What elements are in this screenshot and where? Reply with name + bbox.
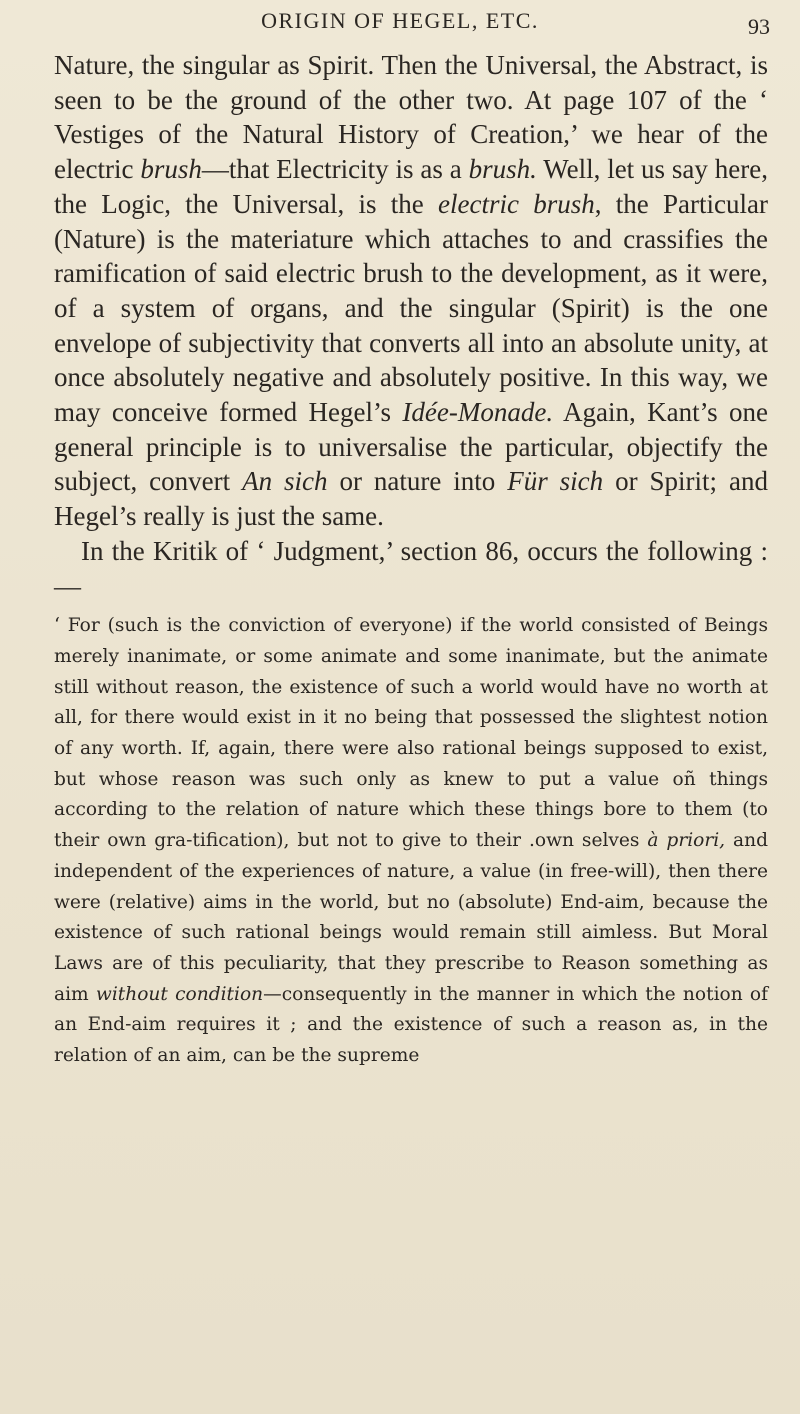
text-run: , the Particular (Nature) is the materiature which attaches to and crassifies the ramification of said electric brush to the development, as it were, of a system of organs, and the singular (Spirit) is the one envelope of subjectivity that converts all into an absolute unity, at once absolutely negative and absolutely positive. In this way, we may conceive formed Hegel’s [54,188,768,428]
text-run: Nature, the singular as Spirit. Then the Universal, the Abstract, is seen to be the ground of the other two. At page 107 of the ‘ Vestiges of the Natural History of Creation,’ we hear of the electric [54,50,768,185]
text-run: or nature into [327,466,508,497]
main-text [54,48,768,603]
running-head [0,4,800,38]
running-title: ORIGIN OF HEGEL, ETC. [261,8,539,33]
text-run: Well, let us say here, the Logic, the Universal, is the [54,154,769,219]
text-run: or Spirit; and Hegel’s really is just the same. [54,466,768,532]
page-number: 93 [748,14,770,39]
paragraph-kritik-intro: In the Kritik of ‘ Judgment,’ section 86, occurs the following :— [54,535,768,601]
italic-run: electric brush [438,188,595,219]
block-quotation [54,611,768,1072]
italic-run: without condition [95,983,264,1005]
text-run: —that Electricity is as a [201,154,469,185]
text-run: and independent of the experiences of nature, a value (in free-will), then there were (relative) aims in the world, but no (absolute) End-aim, because the existence of such rational beings would remain still aimless. But Moral Laws are of this peculiarity, that they prescribe to Reason something as aim [54,830,768,1005]
text-run: —consequently in the manner in which the notion of an End-aim requires it ; and the existence of such a reason as, in the relation of an aim, can be the supreme [54,983,769,1067]
paragraph-nature [54,48,768,534]
quotation-text [54,611,768,1072]
italic-run: brush [140,154,202,185]
italic-run: An sich [242,466,328,497]
italic-run: Für sich [507,466,604,497]
italic-run: à priori, [647,830,726,852]
page-body [54,48,768,1072]
text-run: Again, Kant’s one general principle is to universalise the particular, objectify the subject, convert [54,397,768,497]
text-run: ‘ For (such is the conviction of everyone) if the world consisted of Beings merely inanimate, or some animate and some inanimate, but the animate still without reason, the existence of such a world would have no worth at all, for there would exist in it no being that possessed the slightest notion of any worth. If, again, there were also rational beings supposed to exist, but whose reason was such only as knew to put a value oñ things according to the relation of nature which these things bore to them (to their own gra-tification), but not to give to their .own selves [54,615,768,852]
italic-run: Idée-Monade. [402,397,554,428]
italic-run: brush. [468,154,537,185]
